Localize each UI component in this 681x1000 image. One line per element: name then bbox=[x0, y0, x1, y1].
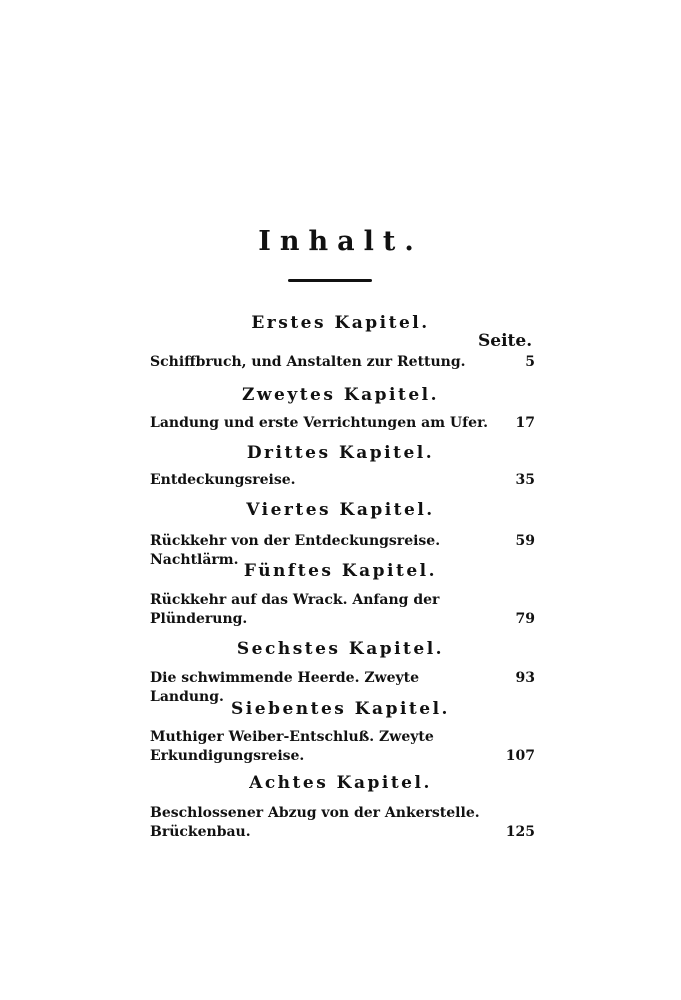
chapter-heading: Zweytes Kapitel. bbox=[241, 385, 440, 405]
chapter-page-number: 107 bbox=[505, 748, 535, 764]
chapter-summary: Beschlossener Abzug von der Ankerstelle. Brückenbau. bbox=[150, 805, 480, 840]
chapter-entry bbox=[150, 591, 535, 629]
chapter-entry bbox=[150, 804, 535, 842]
chapter-entry bbox=[150, 532, 535, 568]
chapter-heading: Viertes Kapitel. bbox=[246, 500, 435, 520]
chapter-page-number: 79 bbox=[515, 611, 535, 627]
chapter-entry bbox=[150, 669, 535, 705]
chapter-summary: Schiffbruch, und Anstalten zur Rettung. bbox=[150, 354, 466, 370]
chapter-entry bbox=[150, 728, 535, 766]
chapter-entry bbox=[150, 471, 535, 490]
chapter-heading: Erstes Kapitel. bbox=[251, 313, 430, 333]
chapter-heading: Sechstes Kapitel. bbox=[236, 639, 445, 659]
title-rule bbox=[288, 279, 372, 282]
chapter-page-number: 5 bbox=[525, 354, 535, 370]
chapter-entry bbox=[150, 353, 535, 372]
chapter-summary: Muthiger Weiber-Entschluß. Zweyte Erkundigungsreise. bbox=[150, 729, 434, 764]
chapter-page-number: 59 bbox=[515, 533, 535, 549]
page-title: Inhalt. bbox=[258, 226, 423, 257]
chapter-summary: Landung und erste Verrichtungen am Ufer. bbox=[150, 415, 489, 431]
chapter-summary: Rückkehr von der Entdeckungsreise. Nachtlärm. bbox=[150, 533, 441, 568]
chapter-summary: Rückkehr auf das Wrack. Anfang der Plünderung. bbox=[150, 592, 440, 627]
chapter-heading: Fünftes Kapitel. bbox=[243, 561, 438, 581]
chapter-heading: Siebentes Kapitel. bbox=[231, 699, 450, 719]
chapter-page-number: 125 bbox=[505, 824, 535, 840]
chapter-heading: Achtes Kapitel. bbox=[249, 773, 432, 793]
chapter-summary: Die schwimmende Heerde. Zweyte Landung. bbox=[150, 670, 420, 705]
page-column-label: Seite. bbox=[478, 331, 533, 351]
chapter-page-number: 17 bbox=[515, 415, 535, 431]
chapter-summary: Entdeckungsreise. bbox=[150, 472, 296, 488]
chapter-page-number: 35 bbox=[515, 472, 535, 488]
chapter-heading: Drittes Kapitel. bbox=[246, 443, 435, 463]
chapter-page-number: 93 bbox=[515, 670, 535, 686]
chapter-entry bbox=[150, 414, 535, 433]
